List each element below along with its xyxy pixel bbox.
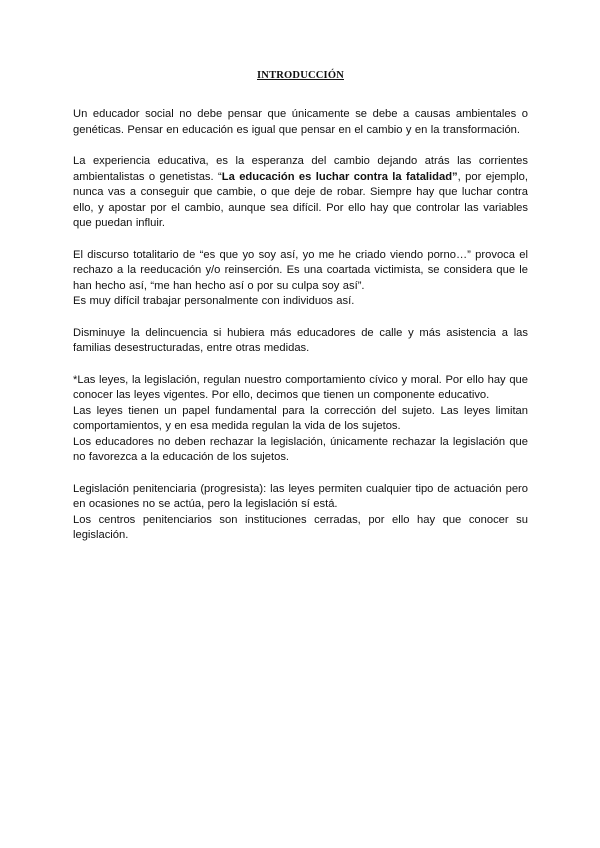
document-title: INTRODUCCIÓN xyxy=(257,70,344,81)
paragraph-2-text-start: La experiencia educativa, es la esperanza del cambio dejando atrás las corrientes ambientalistas o genetistas. “ xyxy=(73,155,528,183)
document-page xyxy=(73,70,528,560)
paragraph-5 xyxy=(73,373,528,466)
paragraph-5-text: *Las leyes, la legislación, regulan nuestro comportamiento cívico y moral. Por ello hay que conocer las leyes vigentes. Por ello, decimos que tienen un componente educativo. xyxy=(73,373,528,401)
paragraph-4-text: Disminuye la delincuencia si hubiera más educadores de calle y más asistencia a las familias desestructuradas, entre otras medidas. xyxy=(73,326,528,354)
paragraph-1-text: Un educador social no debe pensar que únicamente se debe a causas ambientales o genéticas. Pensar en educación es igual que pensar en el cambio y en la transformación. xyxy=(73,108,528,136)
paragraph-5-line-2: Las leyes tienen un papel fundamental para la corrección del sujeto. Las leyes limitan comportamientos, y en esa medida regulan la vida de los sujetos. xyxy=(73,404,528,432)
paragraph-3 xyxy=(73,248,528,310)
paragraph-6-line-2: Los centros penitenciarios son instituciones cerradas, por ello hay que conocer su legislación. xyxy=(73,513,528,541)
paragraph-3-text: El discurso totalitario de “es que yo soy así, yo me he criado viendo porno…” provoca el rechazo a la reeducación y/o reinserción. Es una coartada victimista, se considera que le han hecho así, “me han hecho así o por su culpa soy así”. xyxy=(73,248,528,292)
paragraph-5-line-3: Los educadores no deben rechazar la legislación, únicamente rechazar la legislación que no favorezca a la educación de los sujetos. xyxy=(73,435,528,463)
paragraph-6 xyxy=(73,482,528,544)
paragraph-6-text: Legislación penitenciaria (progresista): las leyes permiten cualquier tipo de actuación pero en ocasiones no se actúa, pero la legislación sí está. xyxy=(73,482,528,510)
paragraph-4 xyxy=(73,326,528,357)
paragraph-2-text-end: , por ejemplo, nunca vas a conseguir que cambie, o que deje de robar. Siempre hay que luchar contra ello, y apostar por el cambio, aunque sea difícil. Por ello hay que controlar las variables que puedan influir. xyxy=(73,170,528,229)
paragraph-2 xyxy=(73,154,528,232)
paragraph-3-line-2: Es muy difícil trabajar personalmente con individuos así. xyxy=(73,295,355,307)
paragraph-1 xyxy=(73,107,528,138)
paragraph-2-bold-quote: La educación es luchar contra la fatalidad” xyxy=(221,170,458,183)
